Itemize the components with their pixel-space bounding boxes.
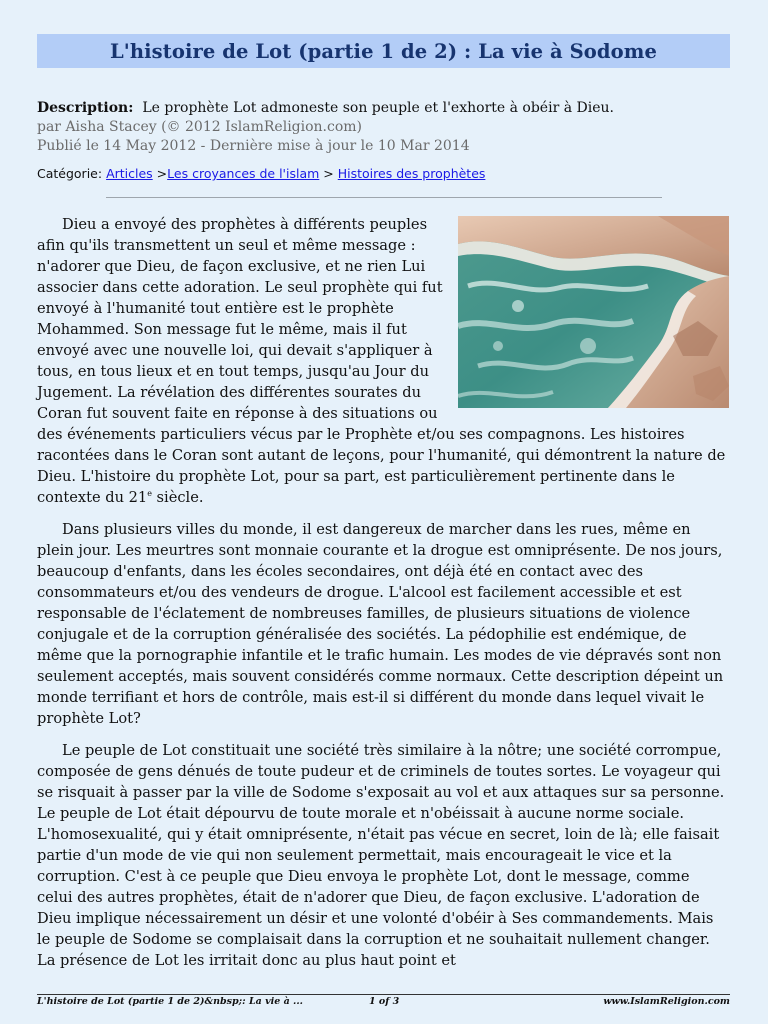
category-link-histoires[interactable]: Histoires des prophètes [337, 166, 486, 181]
title-bar [37, 34, 730, 68]
footer-site: www.IslamReligion.com [603, 996, 730, 1007]
header-divider [106, 197, 662, 198]
page-title: L'histoire de Lot (partie 1 de 2) : La vie à Sodome [110, 39, 657, 63]
published-line: Publié le 14 May 2012 - Dernière mise à jour le 10 Mar 2014 [37, 138, 470, 154]
description-label: Description: [37, 100, 134, 116]
paragraph-3: Le peuple de Lot constituait une société très similaire à la nôtre; une société corrompue, composée de gens dénués de toute pudeur et de criminels de toutes sortes. Le voyageur qui se risquait à passer par la ville de Sodome s'exposait au vol et aux attaques sur sa personne. Le peuple de Lot était dépourvu de toute morale et n'obéissait à aucune norme sociale. L'homosexualité, qui y était omniprésente, n'était pas vécue en secret, loin de là; elle faisait partie d'un mode de vie qui non seulement permettait, mais encourageait le vice et la corruption. C'est à ce peuple que Dieu envoya le prophète Lot, dont le message, comme celui des autres prophètes, était de n'adorer que Dieu, de façon exclusive. L'adoration de Dieu implique nécessairement un désir et une volonté d'obéir à Ses commandements. Mais le peuple de Sodome se complaisait dans la corruption et ne souhaitait nullement changer. La présence de Lot les irritait donc au plus haut point et [37, 742, 725, 969]
article-meta [37, 99, 737, 156]
superscript-e: e [147, 489, 152, 499]
category-label: Catégorie: [37, 166, 103, 181]
breadcrumb-separator: > [156, 166, 168, 181]
category-link-croyances[interactable]: Les croyances de l'islam [167, 166, 320, 181]
paragraph-1-end: siècle. [151, 489, 204, 506]
description-text: Le prophète Lot admoneste son peuple et l'exhorte à obéir à Dieu. [142, 100, 614, 116]
category-breadcrumb [37, 166, 485, 181]
article-body [37, 214, 729, 982]
paragraph-1-text: Dieu a envoyé des prophètes à différents peuples afin qu'ils transmettent un seul et même message : n'adorer que Dieu, de façon exclusive, et ne rien Lui associer dans cette adoration. Le seul prophète qui fut envoyé à l'humanité tout entière est le prophète Mohammed. Son message fut le même, mais il fut envoyé avec une nouvelle loi, qui devait s'appliquer à tous, en tous lieux et en tout temps, jusqu'au Jour du Jugement. La révélation des différentes sourates du Coran fut souvent faite en réponse à des situations ou des événements particuliers vécus par le Prophète et/ou ses compagnons. Les histoires racontées dans le Coran sont autant de leçons, pour l'humanité, qui démontrent la nature de Dieu. L'histoire du prophète Lot, pour sa part, est particulièrement pertinente dans le contexte du 21 [37, 216, 726, 506]
author-line: par Aisha Stacey (© 2012 IslamReligion.com) [37, 119, 363, 135]
category-link-articles[interactable]: Articles [106, 166, 153, 181]
breadcrumb-separator: > [323, 166, 334, 181]
footer-page-number: 1 of 3 [369, 996, 400, 1007]
page-footer [37, 995, 730, 1009]
description-line [37, 99, 737, 118]
paragraph-2: Dans plusieurs villes du monde, il est dangereux de marcher dans les rues, même en plein jour. Les meurtres sont monnaie courante et la drogue est omniprésente. De nos jours, beaucoup d'enfants, dans les écoles secondaires, ont déjà été en contact avec des consommateurs et/ou des vendeurs de drogue. L'alcool est facilement accessible et est responsable de l'éclatement de nombreuses familles, de plusieurs situations de violence conjugale et de la corruption généralisée des sociétés. La pédophilie est endémique, de même que la pornographie infantile et le trafic humain. Les modes de vie dépravés sont non seulement acceptés, mais souvent considérés comme normaux. Cette description dépeint un monde terrifiant et hors de contrôle, mais est-il si différent du monde dans lequel vivait le prophète Lot? [37, 521, 724, 727]
rocky-shoreline-photo [458, 216, 729, 408]
footer-title: L'histoire de Lot (partie 1 de 2)&nbsp;: La vie à ... [37, 996, 303, 1007]
